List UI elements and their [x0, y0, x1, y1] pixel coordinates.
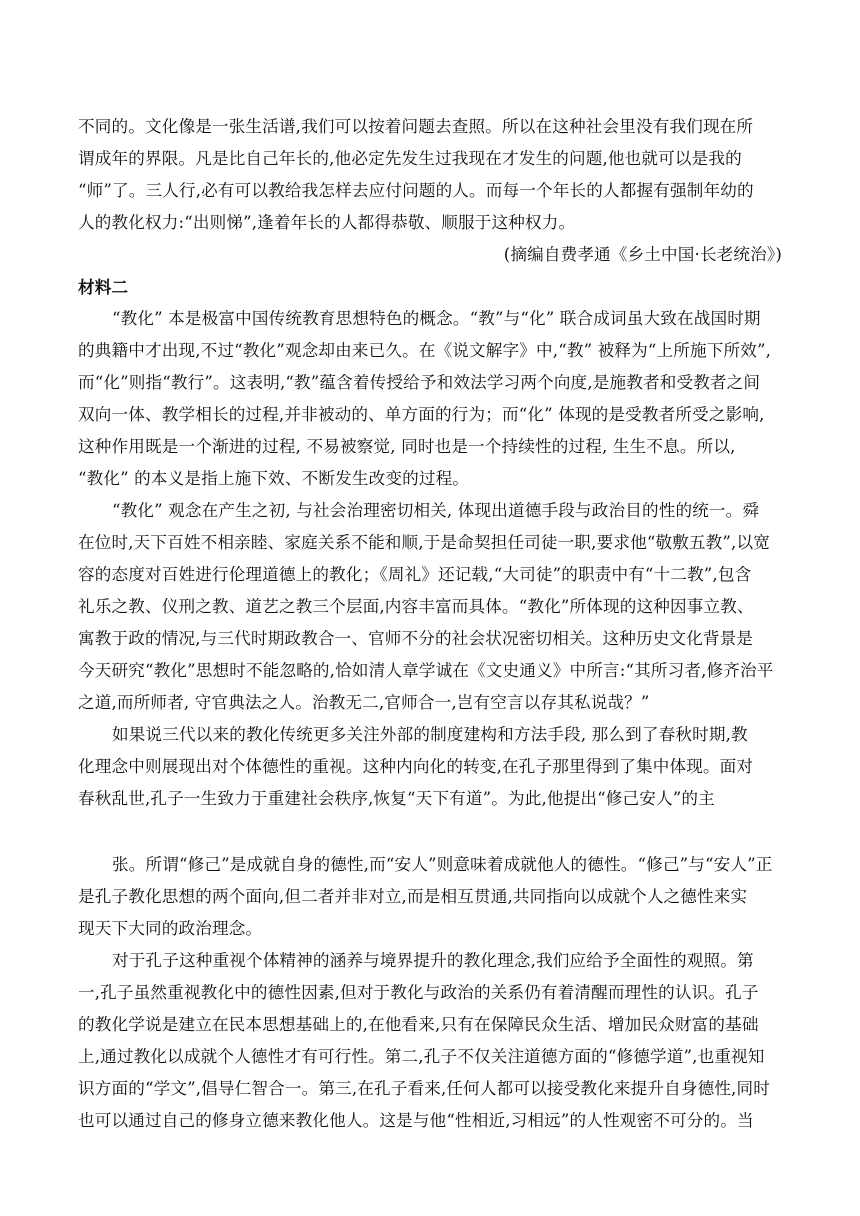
text-line: 双向一体、教学相长的过程,并非被动的、单方面的行为；而“化” 体现的是受教者所受之影响, — [78, 405, 765, 424]
paragraph-jiaohua-governance — [78, 495, 782, 719]
text-line: “教化” 观念在产生之初, 与社会治理密切相关, 体现出道德手段与政治目的性的统一。舜 — [112, 501, 760, 520]
text-line: 对于孔子这种重视个体精神的涵养与境界提升的教化理念,我们应给予全面性的观照。第 — [112, 951, 754, 970]
text-line: 上,通过教化以成就个人德性才有可行性。第二,孔子不仅关注道德方面的“修德学道”,也重视知 — [78, 1047, 765, 1066]
text-line: 现天下大同的政治理念。 — [78, 919, 263, 938]
text-line: 在位时,天下百姓不相亲睦、家庭关系不能和顺,于是命契担任司徒一职,要求他“敬敷五教”,以宽 — [78, 533, 770, 552]
text-line: 的教化学说是建立在民本思想基础上的,在他看来,只有在保障民众生活、增加民众财富的基础 — [78, 1015, 759, 1034]
text-line: 寓教于政的情况,与三代时期政教合一、官师不分的社会状况密切相关。这种历史文化背景是 — [78, 629, 754, 648]
source-citation: (摘编自费孝通《乡土中国·长老统治》) — [503, 245, 782, 264]
paragraph-confucius-bottom — [78, 849, 782, 945]
text-line: “教化” 本是极富中国传统教育思想特色的概念。“教”与“化” 联合成词虽大致在战国时期 — [112, 309, 761, 328]
text-line: 是孔子教化思想的两个面向,但二者并非对立,而是相互贯通,共同指向以成就个人之德性来实 — [78, 887, 748, 906]
text-line: 今天研究“教化”思想时不能忽略的,恰如清人章学诚在《文史通义》中所言:“其所习者,修齐治平 — [78, 661, 774, 680]
paragraph-jiaohua-definition — [78, 303, 782, 495]
section-heading: 材料二 — [78, 277, 129, 297]
text-line: 春秋乱世,孔子一生致力于重建社会秩序,恢复“天下有道”。为此,他提出“修己安人”的主 — [78, 789, 715, 808]
page-break-gap — [78, 815, 782, 849]
text-line: “师”了。三人行,必有可以教给我怎样去应付问题的人。而每一个年长的人都握有强制年幼的 — [78, 181, 754, 200]
text-line: 张。所谓“修己”是成就自身的德性,而“安人”则意味着成就他人的德性。“修己”与“安人”正 — [112, 855, 773, 874]
text-line: 谓成年的界限。凡是比自己年长的,他必定先发生过我现在才发生的问题,他也就可以是我的 — [78, 149, 742, 168]
text-line: 人的教化权力:“出则悌”,逢着年长的人都得恭敬、顺服于这种权力。 — [78, 213, 576, 232]
text-line: 的典籍中才出现,不过“教化”观念却由来已久。在《说文解字》中,“教” 被释为“上所施下所效”, — [78, 341, 772, 360]
text-line: 不同的。文化像是一张生活谱,我们可以按着问题去查照。所以在这种社会里没有我们现在所 — [78, 117, 754, 136]
paragraph-comprehensive-view — [78, 945, 782, 1137]
text-line: 一,孔子虽然重视教化中的德性因素,但对于教化与政治的关系仍有着清醒而理性的认识。孔子 — [78, 983, 759, 1002]
text-line: “教化” 的本义是指上施下效、不断发生改变的过程。 — [78, 469, 470, 488]
text-line: 而“化”则指“教行”。这表明,“教”蕴含着传授给予和效法学习两个向度,是施教者和受教者之间 — [78, 373, 761, 392]
text-line: 识方面的“学文”,倡导仁智合一。第三,在孔子看来,任何人都可以接受教化来提升自身德性,同时 — [78, 1079, 770, 1098]
text-line: 这种作用既是一个渐进的过程, 不易被察觉, 同时也是一个持续性的过程, 生生不息。所以, — [78, 437, 736, 456]
text-line: 也可以通过自己的修身立德来教化他人。这是与他“性相近,习相远”的人性观密不可分的。当 — [78, 1111, 754, 1130]
text-line: 容的态度对百姓进行伦理道德上的教化；《周礼》还记载,“大司徒”的职责中有“十二教”,包含 — [78, 565, 752, 584]
document-page — [78, 111, 782, 1137]
text-line: 之道,而所师者, 守官典法之人。治教无二,官师合一,岂有空言以存其私说哉？” — [78, 693, 650, 712]
paragraph-confucius-top — [78, 719, 782, 815]
text-line: 礼乐之教、仪刑之教、道艺之教三个层面,内容丰富而具体。“教化”所体现的这种因事立教、 — [78, 597, 754, 616]
text-line: 化理念中则展现出对个体德性的重视。这种内向化的转变,在孔子那里得到了集中体现。面对 — [78, 757, 754, 776]
text-line: 如果说三代以来的教化传统更多关注外部的制度建构和方法手段, 那么到了春秋时期,教 — [112, 725, 748, 744]
paragraph-continuation — [78, 111, 782, 239]
